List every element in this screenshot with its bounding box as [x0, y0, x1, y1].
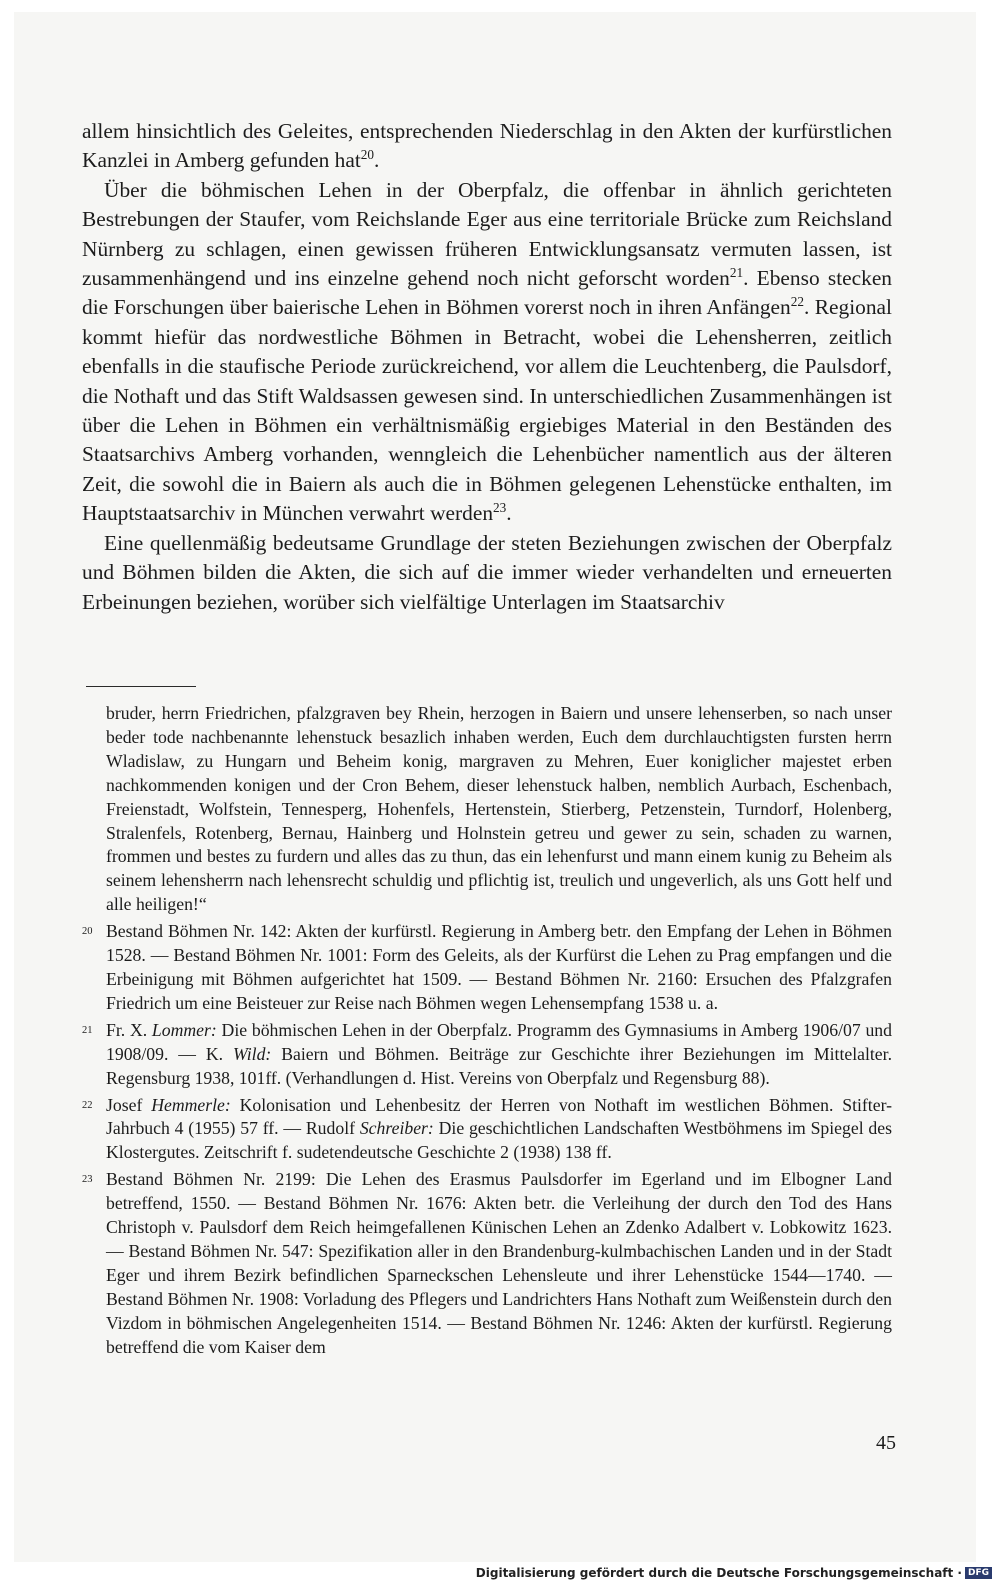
page-number: 45 — [876, 1432, 896, 1454]
author-name: Hemmerle: — [151, 1094, 231, 1115]
footnote-number: 23 — [82, 1174, 93, 1186]
footnotes-section — [80, 702, 892, 1359]
author-name: Wild: — [233, 1043, 272, 1064]
footnote-21: 21 Fr. X. Lommer: Die böhmischen Lehen in der Oberpfalz. Programm des Gymnasiums in Amberg 1906/07 und 1908/09. — K. Wild: Baiern und Böhmen. Beiträge zur Geschichte ihrer Beziehungen im Mittelalter. Regensburg 1938, 101ff. (Verhandlungen d. Hist. Vereins von Oberpfalz und Regensburg 88). — [82, 1019, 892, 1088]
credit-text: Digitalisierung gefördert durch die Deutsche Forschungsgemeinschaft · — [475, 1566, 962, 1580]
footnote-ref-22[interactable]: 22 — [790, 294, 804, 310]
footnote-22: 22 Josef Hemmerle: Kolonisation und Lehenbesitz der Herren von Nothaft im westlichen Böhmen. Stifter-Jahrbuch 4 (1955) 57 ff. — Rudolf Schreiber: Die geschichtlichen Landschaften Westböhmens im Spiegel des Klostergutes. Zeitschrift f. sudetendeutsche Geschichte 2 (1938) 138 ff. — [82, 1094, 892, 1163]
footnote-20: 20 Bestand Böhmen Nr. 142: Akten der kurfürstl. Regierung in Amberg betr. den Empfang der Lehen in Böhmen 1528. — Bestand Böhmen Nr. 1001: Form des Geleits, als der Kurfürst die Lehen zu Prag empfangen und die Erbeinigung mit Böhmen aufgerichtet hat 1509. — Bestand Böhmen Nr. 2160: Ersuchen des Pfalzgrafen Friedrich um eine Beisteuer zur Reise nach Böhmen wegen Lehensempfang 1538 u. a. — [82, 921, 892, 1013]
footnote-number: 22 — [82, 1099, 93, 1111]
footnote-23: 23 Bestand Böhmen Nr. 2199: Die Lehen des Erasmus Paulsdorfer im Egerland und im Elbogner Land betreffend, 1550. — Bestand Böhmen Nr. 1676: Akten betr. die Verleihung der durch den Tod des Hans Christoph v. Paulsdorf dem Reich heimgefallenen Künischen Lehen an Zdenko Adalbert v. Lobkowitz 1623. — Bestand Böhmen Nr. 547: Spezifikation aller in den Brandenburg-kulmbachischen Landen und in der Stadt Eger und ihrem Bezirk befindlichen Sparneckschen Lehensleute und ihrer Lehenstücke 1544—1740. — Bestand Böhmen Nr. 1908: Vorladung des Pflegers und Landrichters Hans Nothaft zum Weißenstein durch den Vizdom in böhmischen Angelegenheiten 1514. — Bestand Böhmen Nr. 1246: Akten der kurfürstl. Regierung betreffend die vom Kaiser dem — [82, 1169, 892, 1357]
paragraph-2: Über die böhmischen Lehen in der Oberpfalz, die offenbar in ähnlich gerichteten Bestrebungen der Staufer, vom Reichslande Eger aus eine territoriale Brücke zum Reichsland Nürnberg zu schlagen, einen gewissen früheren Entwicklungsansatz vermuten lassen, ist zusammenhängend und ins einzelne gehend noch nicht geforscht worden$^{21}$. Ebenso stecken die Forschungen über baierische Lehen in Böhmen vorerst noch in ihren Anfängen$^{22}$. Regional kommt hiefür das nordwestliche Böhmen in Betracht, wobei die Lehensherren, zeitlich ebenfalls in die staufische Periode zurückreichend, vor allem die Leuchtenberg, die Paulsdorf, die Nothaft und das Stift Waldsassen gewesen sind. In unterschiedlichen Zusammenhängen ist über die Lehen in Böhmen ein verhältnismäßig ergiebiges Material in den Beständen des Staatsarchivs Amberg vorhanden, wenngleich die Lehenbücher namentlich aus der älteren Zeit, die sowohl die in Baiern als auch die in Böhmen gelegenen Lehenstücke enthalten, im Hauptstaatsarchiv in München verwahrt werden$^{23}$. — [82, 177, 893, 526]
footnote-ref-21[interactable]: 21 — [729, 264, 744, 280]
paragraph-3: Eine quellenmäßig bedeutsame Grundlage der steten Beziehungen zwischen der Oberpfalz und Böhmen bilden die Akten, die sich auf die immer wieder verhandelten und erneuerten Erbeinungen beziehen, worüber sich vielfältige Unterlagen im Staatsarchiv — [82, 530, 892, 614]
footnote-divider — [86, 686, 196, 687]
footnote-ref-20[interactable]: 20 — [360, 147, 375, 163]
digitization-credit — [476, 1566, 992, 1580]
dfg-logo-icon: DFG — [965, 1567, 992, 1579]
paragraph-1: allem hinsichtlich des Geleites, entsprechenden Niederschlag in den Akten der kurfürstlichen Kanzlei in Amberg gefunden hat$^{20}$. — [82, 119, 892, 173]
footnote-number: 21 — [82, 1024, 93, 1036]
main-body-text — [82, 117, 892, 617]
footnote-number: 20 — [82, 926, 93, 938]
footnote-continuation: bruder, herrn Friedrichen, pfalzgraven bey Rhein, herzogen in Baiern und unsere lehenserben, so nach unser beder tode nachbenannte lehenstuck besazlich inhaben werden, Euch dem durchlauchtigsten fursten herrn Wladislaw, zu Hungarn und Beheim konig, margraven zu Mehren, Euer koniglicher majestet erben nachkommenden konigen und der Cron Behem, dieser lehenstuck halben, nemblich Aurbach, Eschenbach, Freienstadt, Wolfstein, Tennesperg, Hohenfels, Hertenstein, Stierberg, Petzenstein, Turndorf, Holenberg, Stralenfels, Rotenberg, Bernau, Hainberg und Holnstein getreu und gewer zu sein, schaden zu warnen, frommen und bestes zu furdern und alles das zu thun, das ein lehenfurst und mann einem kunig zu Beheim als seinem lehensherrn nach lehensrecht schuldig und pflichtig ist, treulich und ungeverlich, als uns Gott helf und alle heiligen!“ — [106, 703, 892, 915]
author-name: Schreiber: — [359, 1118, 434, 1139]
author-name: Lommer: — [151, 1019, 217, 1040]
footnote-ref-23[interactable]: 23 — [493, 500, 507, 516]
